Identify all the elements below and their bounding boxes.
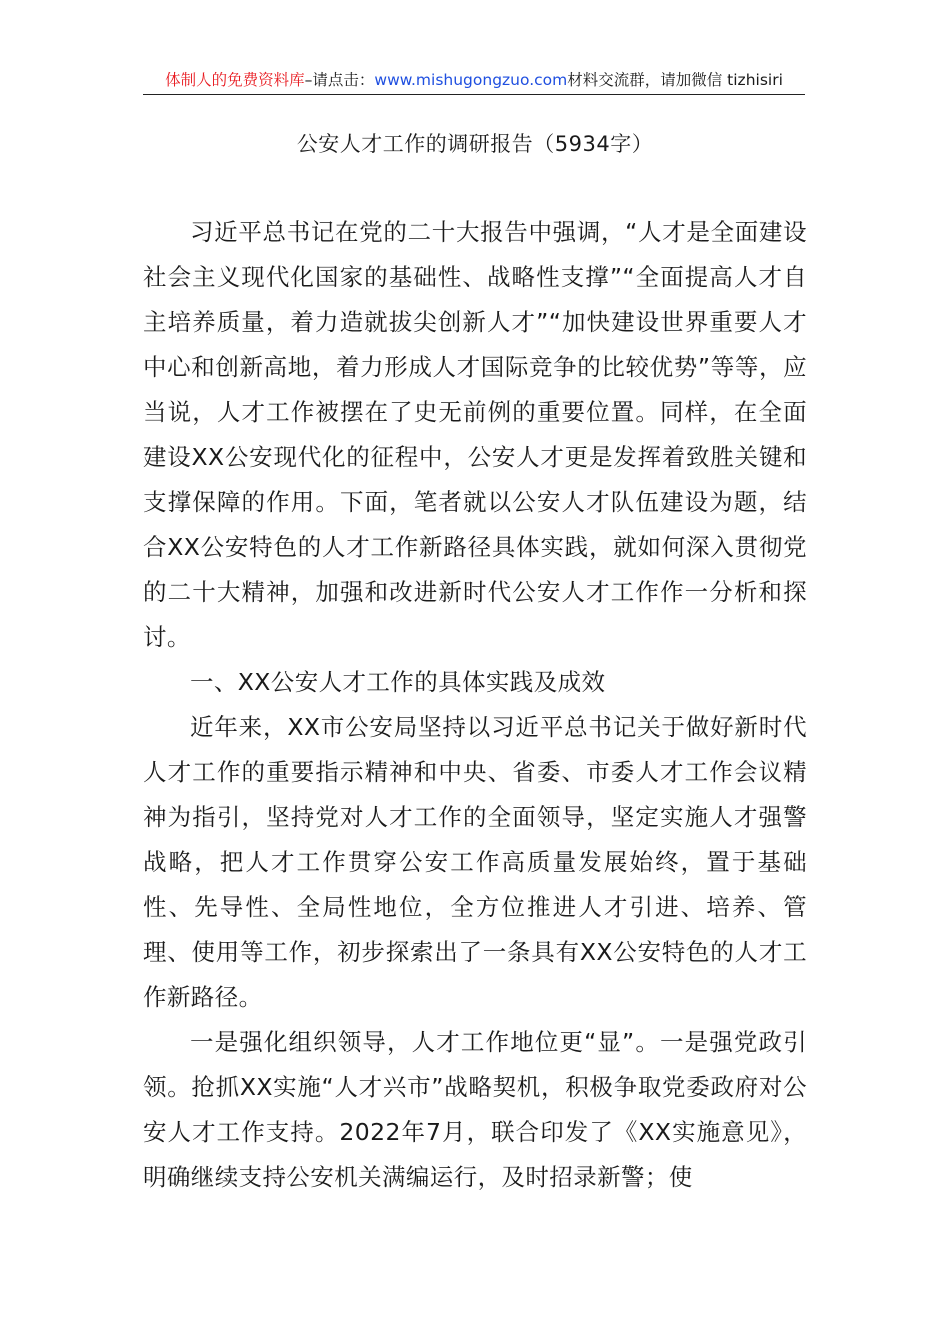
paragraph-leadership: 一是强化组织领导，人才工作地位更“显”。一是强党政引领。抢抓XX实施“人才兴市”战略契机，积极争取党委政府对公安人才工作支持。2022年7月，联合印发了《XX实施意见》，明确继续支持公安机关满编运行，及时招录新警；使: [143, 1028, 807, 1191]
page-header: [143, 68, 805, 95]
header-url-link[interactable]: www.mishugongzuo.com: [374, 71, 568, 89]
paragraph-intro: 习近平总书记在党的二十大报告中强调，“人才是全面建设社会主义现代化国家的基础性、战略性支撑”“全面提高人才自主培养质量，着力造就拔尖创新人才”“加快建设世界重要人才中心和创新高地，着力形成人才国际竞争的比较优势”等等，应当说，人才工作被摆在了史无前例的重要位置。同样，在全面建设XX公安现代化的征程中，公安人才更是发挥着致胜关键和支撑保障的作用。下面，笔者就以公安人才队伍建设为题，结合XX公安特色的人才工作新路径具体实践，就如何深入贯彻党的二十大精神，加强和改进新时代公安人才工作作一分析和探讨。: [143, 218, 807, 651]
header-tail-text: 材料交流群，请加微信 tizhisiri: [567, 71, 783, 89]
header-separator: –请点击：: [304, 71, 375, 89]
section-heading: 一、XX公安人才工作的具体实践及成效: [190, 668, 606, 696]
document-title: 公安人才工作的调研报告（5934字）: [296, 132, 654, 156]
header-brand: 体制人的免费资料库: [165, 71, 305, 89]
document-body: [143, 210, 807, 1200]
paragraph-practice: 近年来，XX市公安局坚持以习近平总书记关于做好新时代人才工作的重要指示精神和中央、省委、市委人才工作会议精神为指引，坚持党对人才工作的全面领导，坚定实施人才强警战略，把人才工作贯穿公安工作高质量发展始终，置于基础性、先导性、全局性地位，全方位推进人才引进、培养、管理、使用等工作，初步探索出了一条具有XX公安特色的人才工作新路径。: [143, 713, 807, 1011]
